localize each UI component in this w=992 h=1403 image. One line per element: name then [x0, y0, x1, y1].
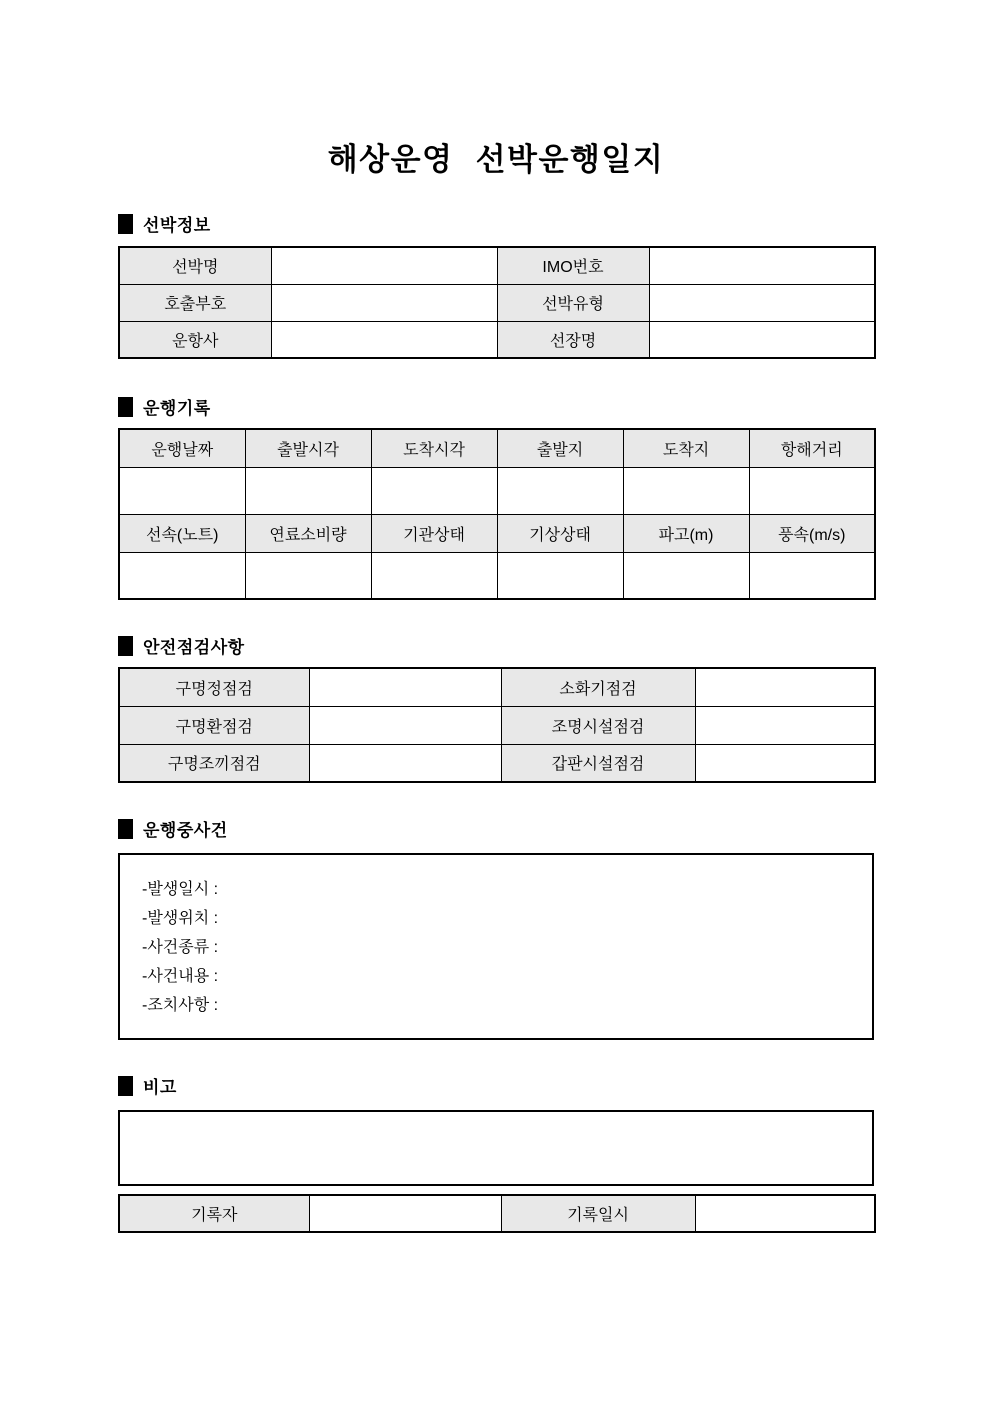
operation-record-table [118, 428, 876, 600]
table-row [119, 321, 875, 358]
record-datetime-field[interactable] [695, 1195, 875, 1232]
engine-status-field[interactable] [371, 552, 497, 599]
section-heading-label: 운행기록 [143, 399, 211, 418]
safety-check-table [118, 667, 876, 783]
recorder-label: 기록자 [119, 1195, 309, 1232]
arrival-time-field[interactable] [371, 467, 497, 514]
fuel-consumption-label: 연료소비량 [245, 514, 371, 552]
table-header-row [119, 514, 875, 552]
operator-field[interactable] [271, 321, 497, 358]
page-title: 해상운영 선박운행일지 [327, 142, 665, 177]
imo-number-label: IMO번호 [497, 247, 649, 284]
weather-status-field[interactable] [497, 552, 623, 599]
departure-place-field[interactable] [497, 467, 623, 514]
section-heading-label: 안전점검사항 [143, 638, 245, 657]
captain-name-field[interactable] [649, 321, 875, 358]
table-row [119, 1195, 875, 1232]
incident-type-line: -사건종류 : [142, 939, 219, 956]
ship-type-label: 선박유형 [497, 284, 649, 321]
wind-speed-label: 풍속(m/s) [749, 514, 875, 552]
square-bullet-icon [118, 214, 133, 234]
section-heading-incident [118, 816, 228, 841]
departure-time-field[interactable] [245, 467, 371, 514]
square-bullet-icon [118, 636, 133, 656]
record-datetime-label: 기록일시 [501, 1195, 695, 1232]
wave-height-field[interactable] [623, 552, 749, 599]
wave-height-label: 파고(m) [623, 514, 749, 552]
arrival-time-label: 도착시각 [371, 429, 497, 467]
imo-number-field[interactable] [649, 247, 875, 284]
voyage-distance-field[interactable] [749, 467, 875, 514]
lifebuoy-check-field[interactable] [309, 706, 501, 744]
wind-speed-field[interactable] [749, 552, 875, 599]
section-heading-label: 비고 [143, 1078, 177, 1097]
operation-date-field[interactable] [119, 467, 245, 514]
fire-extinguisher-check-field[interactable] [695, 668, 875, 706]
operation-date-label: 운행날짜 [119, 429, 245, 467]
call-sign-field[interactable] [271, 284, 497, 321]
square-bullet-icon [118, 819, 133, 839]
deck-facility-check-label: 갑판시설점검 [501, 744, 695, 782]
lighting-check-label: 조명시설점검 [501, 706, 695, 744]
table-row [119, 706, 875, 744]
incident-location-line: -발생위치 : [142, 910, 219, 927]
ship-speed-field[interactable] [119, 552, 245, 599]
ship-speed-label: 선속(노트) [119, 514, 245, 552]
engine-status-label: 기관상태 [371, 514, 497, 552]
table-header-row [119, 429, 875, 467]
section-heading-label: 선박정보 [143, 216, 211, 235]
operator-label: 운항사 [119, 321, 271, 358]
lifeboat-check-field[interactable] [309, 668, 501, 706]
call-sign-label: 호출부호 [119, 284, 271, 321]
incident-action-line: -조치사항 : [142, 997, 219, 1014]
voyage-distance-label: 항해거리 [749, 429, 875, 467]
section-heading-operation-record [118, 394, 211, 419]
fire-extinguisher-check-label: 소화기점검 [501, 668, 695, 706]
lifejacket-check-field[interactable] [309, 744, 501, 782]
ship-name-label: 선박명 [119, 247, 271, 284]
section-heading-label: 운행중사건 [143, 821, 228, 840]
departure-place-label: 출발지 [497, 429, 623, 467]
captain-name-label: 선장명 [497, 321, 649, 358]
lifejacket-check-label: 구명조끼점검 [119, 744, 309, 782]
recorder-field[interactable] [309, 1195, 501, 1232]
lighting-check-field[interactable] [695, 706, 875, 744]
incident-detail-box[interactable] [118, 853, 874, 1040]
weather-status-label: 기상상태 [497, 514, 623, 552]
lifeboat-check-label: 구명정점검 [119, 668, 309, 706]
ship-name-field[interactable] [271, 247, 497, 284]
incident-datetime-line: -발생일시 : [142, 881, 219, 898]
section-heading-ship-info [118, 211, 211, 236]
fuel-consumption-field[interactable] [245, 552, 371, 599]
arrival-place-label: 도착지 [623, 429, 749, 467]
section-heading-remarks [118, 1073, 177, 1098]
section-heading-safety-check [118, 633, 245, 658]
square-bullet-icon [118, 1076, 133, 1096]
square-bullet-icon [118, 397, 133, 417]
deck-facility-check-field[interactable] [695, 744, 875, 782]
table-entry-row [119, 467, 875, 514]
arrival-place-field[interactable] [623, 467, 749, 514]
table-entry-row [119, 552, 875, 599]
table-row [119, 284, 875, 321]
ship-info-table [118, 246, 876, 359]
departure-time-label: 출발시각 [245, 429, 371, 467]
table-row [119, 247, 875, 284]
table-row [119, 668, 875, 706]
lifebuoy-check-label: 구명환점검 [119, 706, 309, 744]
remarks-box[interactable] [118, 1110, 874, 1186]
ship-type-field[interactable] [649, 284, 875, 321]
table-row [119, 744, 875, 782]
record-footer-table [118, 1194, 876, 1233]
incident-content-line: -사건내용 : [142, 968, 219, 985]
